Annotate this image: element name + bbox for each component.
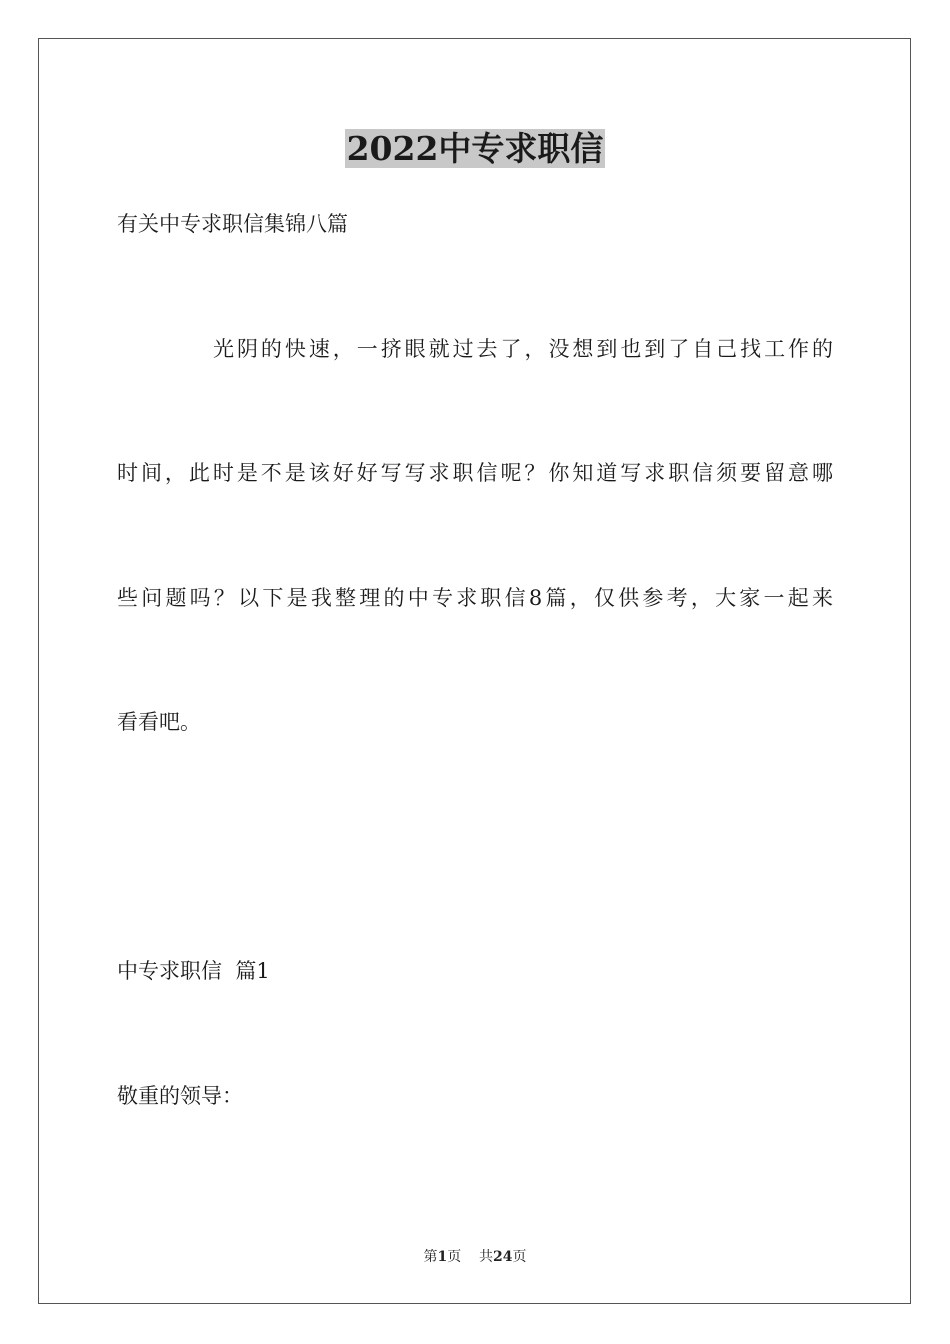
paragraph-line-4: 看看吧。 <box>117 710 201 734</box>
document-title-text: 2022中专求职信 <box>346 129 604 168</box>
paragraph-line-2: 时间，此时是不是该好好写写求职信呢？你知道写求职信须要留意哪 <box>117 461 833 485</box>
footer-total-prefix: 共 <box>479 1249 494 1265</box>
paragraph-line-1: 光阴的快速，一挤眼就过去了，没想到也到了自己找工作的 <box>213 337 833 361</box>
footer-total-suffix: 页 <box>512 1249 527 1265</box>
page-footer <box>0 1247 950 1267</box>
section-heading: 中专求职信 篇1 <box>117 959 270 983</box>
footer-page-prefix: 第 <box>423 1249 438 1265</box>
salutation: 敬重的领导： <box>117 1084 243 1108</box>
document-title <box>0 128 950 170</box>
footer-total-pages: 24 <box>493 1249 513 1265</box>
footer-current-page: 1 <box>437 1249 448 1265</box>
footer-page-suffix: 页 <box>447 1249 462 1265</box>
paragraph-line-3: 些问题吗？以下是我整理的中专求职信8篇，仅供参考，大家一起来 <box>117 586 833 610</box>
document-subtitle: 有关中专求职信集锦八篇 <box>117 212 348 236</box>
